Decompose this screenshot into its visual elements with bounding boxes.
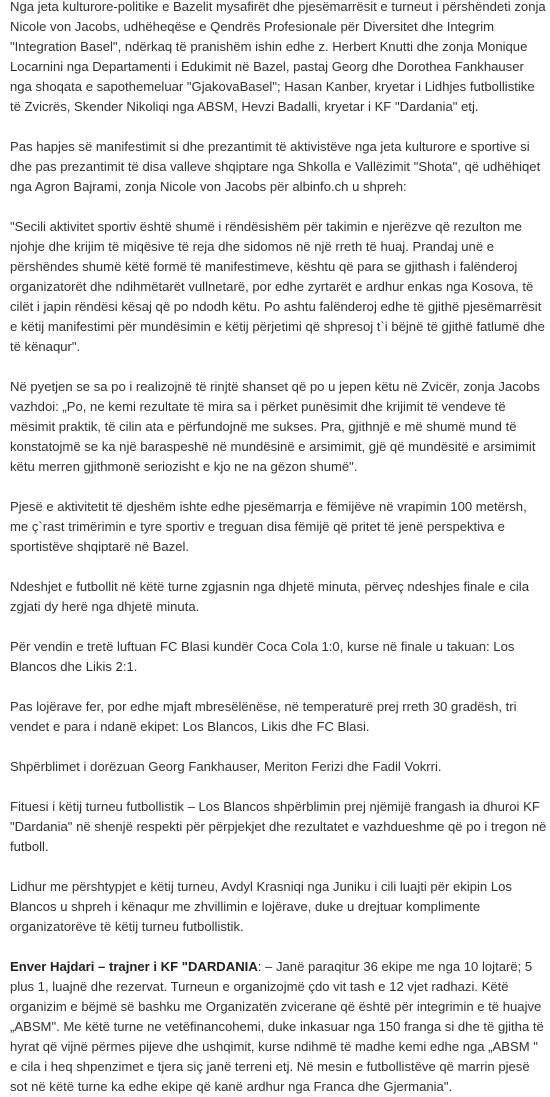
paragraph-results: Për vendin e tretë luftuan FC Blasi kundër Coca Cola 1:0, kurse në finale u takuan: Los Blancos dhe Likis 2:1. [10,639,515,674]
paragraph-awards: Shpërblimet i dorëzuan Georg Fankhauser, Meriton Ferizi dhe Fadil Vokrri. [10,759,442,774]
paragraph-top-three: Pas lojërave fer, por edhe mjaft mbresëlënëse, në temperaturë prej rreth 30 gradësh, tri vendet e para i ndanë ekipet: Los Blancos, Likis dhe FC Blasi. [10,699,517,734]
paragraph-player-impressions: Lidhur me përshtypjet e këtij turneu, Avdyl Krasniqi nga Juniku i cili luajti për ekipin Los Blancos u shpreh i kënaqur me zhvillimin e lojërave, duke u drejtuar komplimente organizatorëve të këtij turneu futbollistik. [10,879,512,934]
paragraph-coach-statement [10,957,548,1097]
paragraph-youth-opportunities: Në pyetjen se sa po i realizojnë të rinjtë shanset që po u jepen këtu në Zvicër, zonja Jacobs vazhdoi: „Po, ne kemi rezultate të mira sa i përket punësimit dhe krijimit të vendeve të mësimit praktik, të cilin ata e përfundojnë me sukses. Pra, gjithnjë e më shumë mund të konstatojmë se ka një baraspeshë në mundësinë e arsimimit, gjë që mundësitë e arsimimit këtu merren gjithmonë seriozisht e kjo ne na gëzon shumë". [10,379,540,474]
paragraph-quote-jacobs: "Secili aktivitet sportiv është shumë i rëndësishëm për takimin e njerëzve që rezulton me njohje dhe krijim të miqësive të reja dhe sidomos në një rreth të huaj. Prandaj unë e përshëndes shumë këtë formë të manifestimeve, kështu që para se gjithash i falënderoj organizatorët dhe ndihmëtarët vullnetarë, por edhe zyrtarët e ardhur enkas nga Kosova, të cilët i japin rëndësi kësaj që po ndodh këtu. Po ashtu falënderoj edhe të gjithë pjesëmarrësit e këtij manifestimi për mundësimin e këtij përjetimi që shpresoj t`i bëjnë të gjithë fatlumë dhe të kënaqur". [10,219,545,354]
paragraph-winner-donation: Fituesi i këtij turneu futbollistik – Los Blancos shpërblimin prej njëmijë frangash ia dhuroi KF "Dardania" në shenjë respekti për përpjekjet dhe rezultatet e vazhdueshme që po i tregon në futboll. [10,799,547,854]
paragraph-guests: Nga jeta kulturore-politike e Bazelit mysafirët dhe pjesëmarrësit e turneut i përshëndeti zonja Nicole von Jacobs, udhëheqëse e Qendrës Profesionale për Diversitet dhe Integrim "Integration Basel", ndërkaq të pranishëm ishin edhe z. Herbert Knutti dhe zonja Monique Locarnini nga Departamenti i Edukimit në Bazel, pastaj Georg dhe Dorothea Fankhauser nga shoqata e sapothemeluar "GjakovaBasel"; Hasan Kanber, kryetar i Lidhjes futbollistike të Zvicrës, Skender Nikoliqi nga ABSM, Hevzi Badalli, kryetar i KF "Dardania" etj. [10,0,546,114]
paragraph-match-duration: Ndeshjet e futbollit në këtë turne zgjasnin nga dhjetë minuta, përveç ndeshjes finale e cila zgjati dy herë nga dhjetë minuta. [10,579,529,614]
speaker-name: Enver Hajdari – trajner i KF "DARDANIA [10,959,258,974]
paragraph-opening: Pas hapjes së manifestimit si dhe prezantimit të aktivistëve nga jeta kulturore e sportive si dhe pas prezantimit të disa valleve shqiptare nga Shkolla e Vallëzimit "Shota", që udhëhiqet nga Agron Bajrami, zonja Nicole von Jacobs për albinfo.ch u shpreh: [10,139,541,194]
paragraph-children-race: Pjesë e aktivitetit të djeshëm ishte edhe pjesëmarrja e fëmijëve në vrapimin 100 metërsh, me ç`rast trimërimin e tyre sportiv e treguan disa fëmijë që pritet të jenë perspektiva e sportistëve shqiptarë në Bazel. [10,499,527,554]
coach-statement-text: : – Janë paraqitur 36 ekipe me nga 10 lojtarë; 5 plus 1, luajnë dhe rezervat. Turneun e organizojmë çdo vit tash e 12 vjet radhazi. Këtë organizim e bëjmë së bashku me Organizatën zvicerane që është për integrimin e të huajve „ABSM". Me këtë turne ne vetëfinancohemi, duke inkasuar nga 150 franga si dhe të gjitha të hyrat që vijnë përmes pijeve dhe ushqimit, kurse ndihmë të madhe kemi edhe nga „ABSM " e cila i heq shpenzimet e tjera siç janë terreni etj. Në mesin e futbollistëve që marrin pjesë sot në këtë turne ka edhe ekipe që kanë ardhur nga Franca dhe Gjermania". [10,959,544,1094]
